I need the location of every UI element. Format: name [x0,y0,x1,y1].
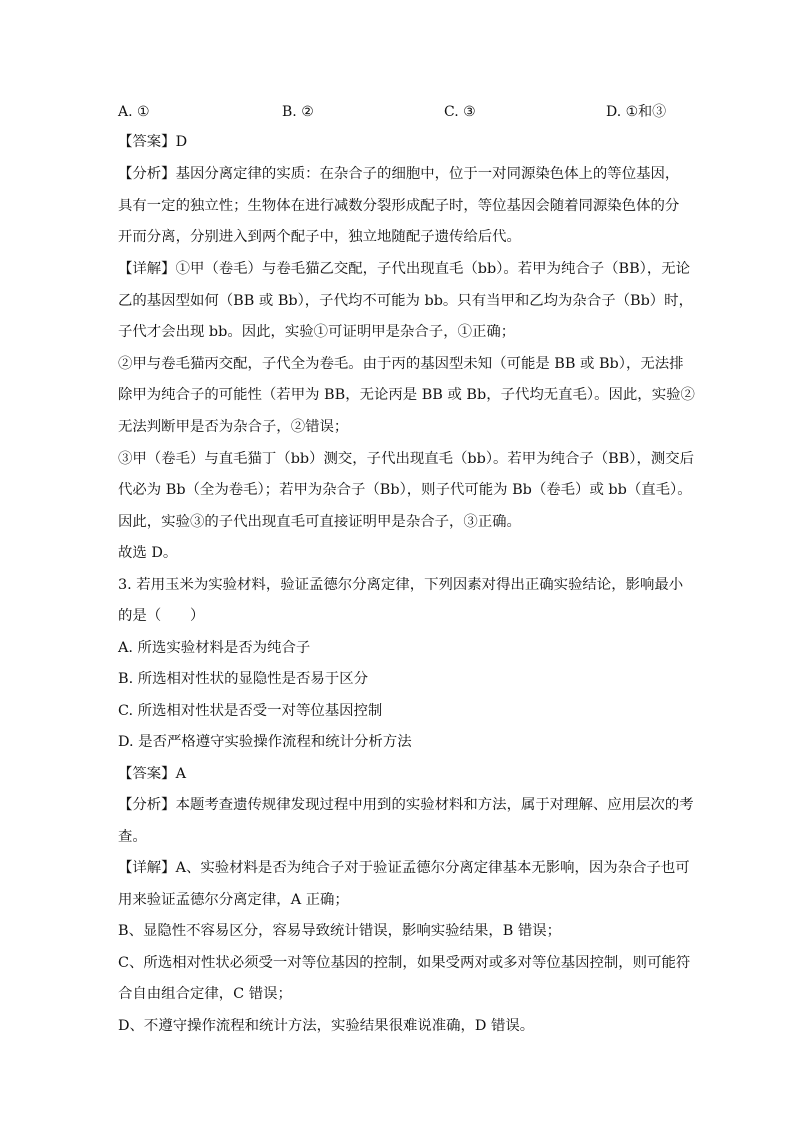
q2-analysis-line: 开而分离，分别进入到两个配子中，独立地随配子遗传给后代。 [118,229,521,245]
q3-detail-line: B、显隐性不容易区分，容易导致统计错误，影响实验结果，B 错误； [118,923,562,939]
q2-options-row [118,101,678,123]
q2-detail-tag: 【详解】 [118,261,176,277]
q3-analysis-tag: 【分析】 [118,797,176,813]
q2-option-b: B. ② [282,104,314,120]
q2-detail-line: ②甲与卷毛猫丙交配，子代全为卷毛。由于丙的基因型未知（可能是 BB 或 Bb），无法排 [118,356,684,372]
q3-detail-line: 合自由组合定律，C 错误； [118,986,292,1002]
q2-answer-tag: 【答案】 [118,134,176,150]
q3-option-a: A. 所选实验材料是否为纯合子 [118,640,311,656]
q2-analysis-line [118,163,679,185]
q2-answer-value: D [175,134,188,150]
q3-analysis-line: 查。 [118,829,147,845]
q2-detail-line: 除甲为纯合子的可能性（若甲为 BB，无论丙是 BB 或 Bb，子代均无直毛）。因此，实验② [118,387,695,403]
q2-option-a: A. ① [118,104,150,120]
q2-option-c: C. ③ [444,104,476,120]
q2-detail-line: 子代才会出现 bb。因此，实验①可证明甲是杂合子，①正确； [118,324,516,340]
q3-detail-line [118,857,690,879]
q3-option-b: B. 所选相对性状的显隐性是否易于区分 [118,671,368,687]
q3-option-c: C. 所选相对性状是否受一对等位基因控制 [118,703,383,719]
q3-analysis-text: 本题考查遗传规律发现过程中用到的实验材料和方法，属于对理解、应用层次的考 [175,797,694,813]
q2-detail-line: ③甲（卷毛）与直毛猫丁（bb）测交，子代出现直毛（bb）。若甲为纯合子（BB），测交后 [118,451,695,467]
q2-analysis-tag: 【分析】 [118,166,176,182]
q3-stem-line: 的是（ ） [118,608,205,624]
q3-detail-tag: 【详解】 [118,860,176,876]
q3-answer [118,763,186,785]
q3-answer-value: A [175,766,186,782]
q2-conclusion: 故选 D。 [118,545,178,561]
q2-analysis-text: 基因分离定律的实质：在杂合子的细胞中，位于一对同源染色体上的等位基因， [175,166,680,182]
q2-detail-line: 因此，实验③的子代出现直毛可直接证明甲是杂合子，③正确。 [118,514,521,530]
q3-analysis-line [118,794,694,816]
q2-detail-line: 代必为 Bb（全为卷毛）；若甲为杂合子（Bb），则子代可能为 Bb（卷毛）或 bb（直毛）。 [118,482,692,498]
q2-detail-line [118,258,690,280]
q3-stem-line: 3. 若用玉米为实验材料，验证孟德尔分离定律，下列因素对得出正确实验结论，影响最小 [118,577,684,593]
q3-detail-text: A、实验材料是否为纯合子对于验证孟德尔分离定律基本无影响，因为杂合子也可 [175,860,690,876]
q3-detail-line: C、所选相对性状必须受一对等位基因的控制，如果受两对或多对等位基因控制，则可能符 [118,955,691,971]
q3-detail-line: D、不遵守操作流程和统计方法，实验结果很难说准确，D 错误。 [118,1018,535,1034]
q2-answer [118,131,187,153]
q2-detail-text: ①甲（卷毛）与卷毛猫乙交配，子代出现直毛（bb）。若甲为纯合子（BB），无论 [175,261,691,277]
q3-detail-line: 用来验证孟德尔分离定律，A 正确； [118,892,349,908]
q3-option-d: D. 是否严格遵守实验操作流程和统计分析方法 [118,734,412,750]
q2-option-d: D. ①和③ [606,104,667,120]
q2-analysis-line: 具有一定的独立性；生物体在进行减数分裂形成配子时，等位基因会随着同源染色体的分 [118,198,680,214]
q2-detail-line: 无法判断甲是否为杂合子，②错误； [118,419,349,435]
q3-answer-tag: 【答案】 [118,766,176,782]
q2-detail-line: 乙的基因型如何（BB 或 Bb），子代均不可能为 bb。只有当甲和乙均为杂合子（Bb）时， [118,293,693,309]
